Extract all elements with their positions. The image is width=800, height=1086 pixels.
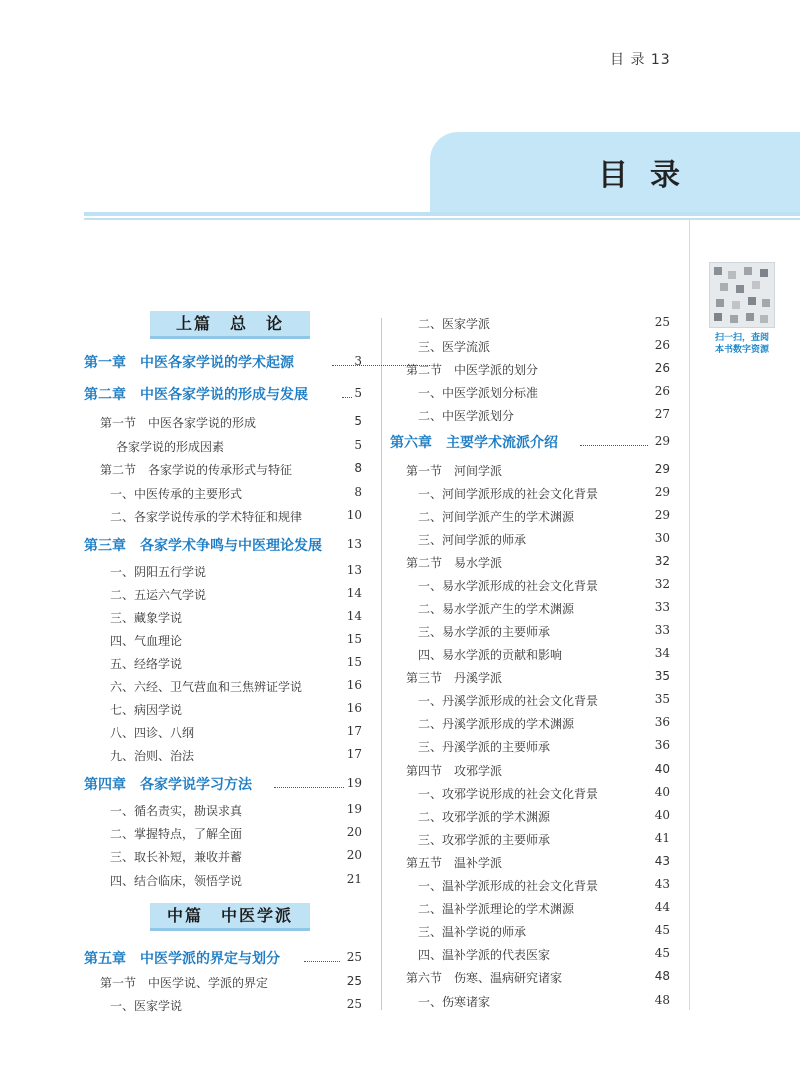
page-number: 20 <box>346 848 362 862</box>
page-number: 36 <box>654 715 670 729</box>
section-title: 第二节 易水学派 <box>406 556 503 570</box>
page-number: 14 <box>346 586 362 600</box>
entry-title: 七、病因学说 <box>110 703 183 717</box>
chapter-title: 第一章 中医各家学说的学术起源 <box>84 355 294 371</box>
page-number: 32 <box>654 554 670 568</box>
entry-title: 二、五运六气学说 <box>110 588 207 602</box>
page-title: 目录 <box>598 158 702 193</box>
page-number: 25 <box>346 997 362 1011</box>
entry-title: 三、医学流派 <box>418 340 491 354</box>
section-title: 第二节 中医学派的划分 <box>406 363 539 377</box>
entry-title: 一、阴阳五行学说 <box>110 565 207 579</box>
part-heading-2: 中篇 中医学派 <box>150 903 310 931</box>
entry-title: 一、易水学派形成的社会文化背景 <box>418 579 599 593</box>
entry-title: 一、伤寒诸家 <box>418 995 491 1009</box>
page-number: 43 <box>654 854 670 868</box>
page-number: 40 <box>654 808 670 822</box>
entry-title: 一、丹溪学派形成的社会文化背景 <box>418 694 599 708</box>
entry-title: 二、温补学派理论的学术渊源 <box>418 902 575 916</box>
entry-title: 一、河间学派形成的社会文化背景 <box>418 487 599 501</box>
page-number: 26 <box>654 338 670 352</box>
entry-title: 三、藏象学说 <box>110 611 183 625</box>
entry-title: 一、医家学说 <box>110 999 183 1013</box>
page-number: 45 <box>654 923 670 937</box>
chapter-title: 第六章 主要学术流派介绍 <box>390 435 558 451</box>
page-number: 5 <box>354 414 362 428</box>
section-title: 第一节 中医学说、学派的界定 <box>100 976 269 990</box>
page-number: 16 <box>346 678 362 692</box>
page-number: 26 <box>654 361 670 375</box>
page-number: 41 <box>654 831 670 845</box>
entry-title: 三、温补学说的师承 <box>418 925 527 939</box>
chapter-title: 第五章 中医学派的界定与划分 <box>84 951 280 967</box>
page-number: 15 <box>346 632 362 646</box>
page-number: 13 <box>346 563 362 577</box>
page-number: 45 <box>654 946 670 960</box>
qr-code-icon[interactable] <box>709 262 775 328</box>
section-title: 第三节 丹溪学派 <box>406 671 503 685</box>
qr-caption <box>695 332 789 356</box>
page-number: 25 <box>346 974 362 988</box>
page-number: 21 <box>346 872 362 886</box>
page-number: 48 <box>654 993 670 1007</box>
section-title: 第六节 伤寒、温病研究诸家 <box>406 971 563 985</box>
page-number: 48 <box>654 969 670 983</box>
column-divider <box>381 318 382 1010</box>
entry-title: 四、易水学派的贡献和影响 <box>418 648 563 662</box>
entry-title: 二、河间学派产生的学术渊源 <box>418 510 575 524</box>
page-number: 25 <box>346 950 362 964</box>
chapter-title: 第二章 中医各家学说的形成与发展 <box>84 387 308 403</box>
entry-title: 一、循名责实，勘误求真 <box>110 804 243 818</box>
part-heading-1: 上篇 总 论 <box>150 311 310 339</box>
entry-title: 三、河间学派的师承 <box>418 533 527 547</box>
title-rule-thin <box>84 218 800 220</box>
section-title: 第五节 温补学派 <box>406 856 503 870</box>
section-title: 第二节 各家学说的传承形式与特征 <box>100 463 293 477</box>
page-number: 5 <box>354 386 362 400</box>
entry-title: 一、中医传承的主要形式 <box>110 487 243 501</box>
page-number: 17 <box>346 724 362 738</box>
entry-title: 二、各家学说传承的学术特征和规律 <box>110 510 303 524</box>
page-number: 10 <box>346 508 362 522</box>
section-title: 第一节 中医各家学说的形成 <box>100 416 257 430</box>
entry-title: 四、结合临床，领悟学说 <box>110 874 243 888</box>
page-number: 13 <box>346 537 362 551</box>
entry-title: 八、四诊、八纲 <box>110 726 195 740</box>
entry-title: 二、医家学派 <box>418 317 491 331</box>
page-number: 29 <box>654 462 670 476</box>
page-number: 40 <box>654 785 670 799</box>
page-number: 17 <box>346 747 362 761</box>
page-number: 25 <box>654 315 670 329</box>
page-number: 19 <box>346 802 362 816</box>
page-number: 40 <box>654 762 670 776</box>
page-number: 36 <box>654 738 670 752</box>
page-number: 29 <box>654 508 670 522</box>
page-number: 3 <box>354 354 362 368</box>
page-number: 34 <box>654 646 670 660</box>
qr-caption-line2: 本书数字资源 <box>714 345 769 355</box>
page-number: 16 <box>346 701 362 715</box>
page-number: 29 <box>654 485 670 499</box>
entry-title: 二、丹溪学派形成的学术渊源 <box>418 717 575 731</box>
entry-title: 五、经络学说 <box>110 657 183 671</box>
section-title: 第四节 攻邪学派 <box>406 764 503 778</box>
chapter-title: 第三章 各家学术争鸣与中医理论发展 <box>84 538 322 554</box>
margin-divider <box>689 220 690 1010</box>
entry-title: 三、丹溪学派的主要师承 <box>418 740 551 754</box>
title-rule <box>84 212 800 216</box>
entry-title: 三、易水学派的主要师承 <box>418 625 551 639</box>
entry-title: 各家学说的形成因素 <box>116 440 225 454</box>
page-number: 20 <box>346 825 362 839</box>
page-number: 32 <box>654 577 670 591</box>
entry-title: 二、掌握特点，了解全面 <box>110 827 243 841</box>
entry-title: 二、攻邪学派的学术渊源 <box>418 810 551 824</box>
page-number: 8 <box>354 485 362 499</box>
page-number: 33 <box>654 623 670 637</box>
page-number: 35 <box>654 669 670 683</box>
running-header: 目 录 13 <box>610 52 671 68</box>
page-number: 29 <box>654 434 670 448</box>
entry-title: 一、中医学派划分标准 <box>418 386 539 400</box>
entry-title: 二、中医学派划分 <box>418 409 515 423</box>
chapter-title: 第四章 各家学说学习方法 <box>84 777 252 793</box>
entry-title: 二、易水学派产生的学术渊源 <box>418 602 575 616</box>
page-number: 26 <box>654 384 670 398</box>
page-number: 19 <box>346 776 362 790</box>
section-title: 第一节 河间学派 <box>406 464 503 478</box>
page-number: 15 <box>346 655 362 669</box>
page-number: 27 <box>654 407 670 421</box>
page-number: 5 <box>354 438 362 452</box>
entry-title: 一、温补学派形成的社会文化背景 <box>418 879 599 893</box>
page-number: 43 <box>654 877 670 891</box>
qr-caption-line1: 扫一扫，查阅 <box>714 333 769 343</box>
page-number: 35 <box>654 692 670 706</box>
page-number: 14 <box>346 609 362 623</box>
entry-title: 九、治则、治法 <box>110 749 195 763</box>
entry-title: 三、取长补短，兼收并蓄 <box>110 850 243 864</box>
entry-title: 一、攻邪学说形成的社会文化背景 <box>418 787 599 801</box>
entry-title: 四、温补学派的代表医家 <box>418 948 551 962</box>
entry-title: 四、气血理论 <box>110 634 183 648</box>
page-number: 44 <box>654 900 670 914</box>
page-number: 8 <box>354 461 362 475</box>
entry-title: 六、六经、卫气营血和三焦辨证学说 <box>110 680 303 694</box>
page-number: 30 <box>654 531 670 545</box>
page-number: 33 <box>654 600 670 614</box>
entry-title: 三、攻邪学派的主要师承 <box>418 833 551 847</box>
